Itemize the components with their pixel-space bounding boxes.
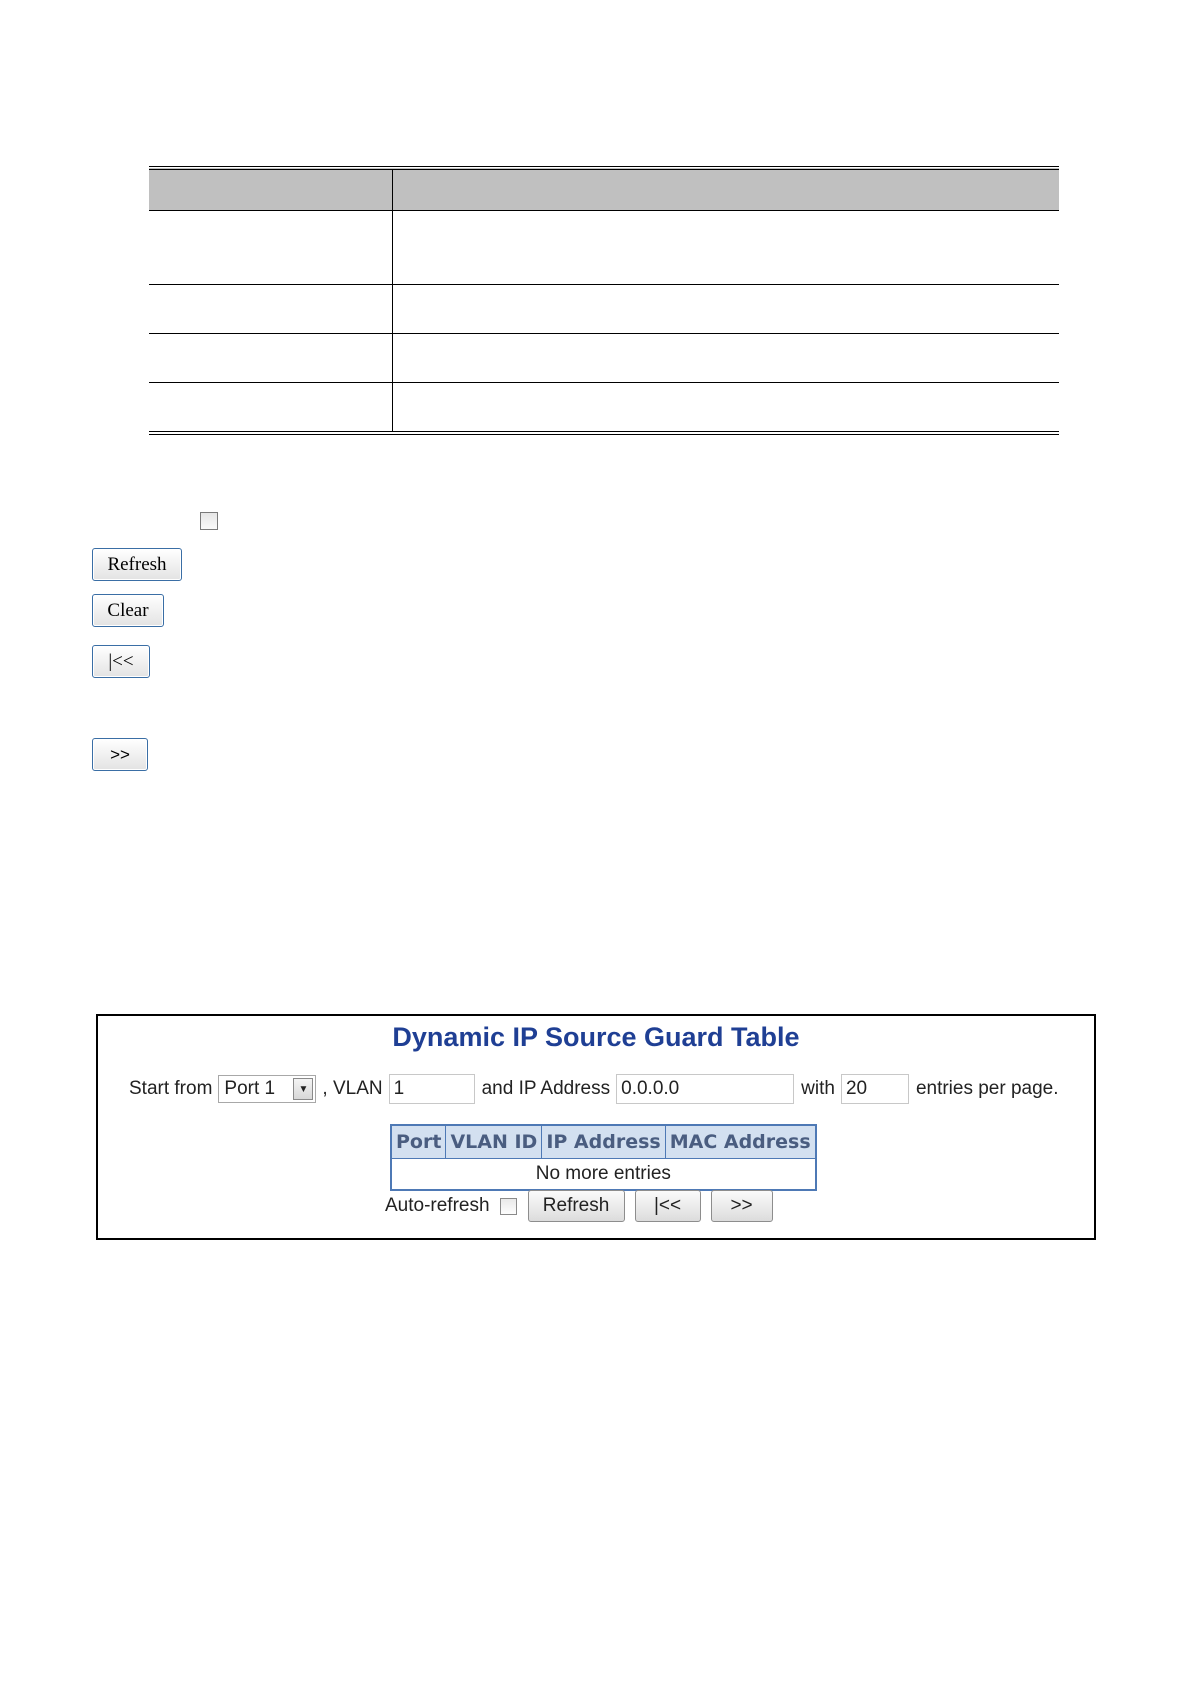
start-from-label: Start from [129, 1078, 213, 1099]
description-table-header [149, 168, 1059, 211]
port-select-value: Port 1 [224, 1078, 276, 1099]
doc-next-page-button[interactable]: >> [92, 738, 148, 771]
entries-per-page-input[interactable]: 20 [841, 1074, 909, 1104]
binding-table [390, 1124, 817, 1191]
column-vlan-id: VLAN ID [446, 1125, 542, 1159]
table-row [391, 1159, 816, 1191]
table-controls [385, 1190, 783, 1222]
column-ip-address: IP Address [542, 1125, 665, 1159]
column-mac-address: MAC Address [665, 1125, 815, 1159]
refresh-button[interactable]: Refresh [528, 1190, 625, 1222]
ip-address-input[interactable]: 0.0.0.0 [616, 1074, 794, 1104]
vlan-label: , VLAN [322, 1078, 383, 1099]
with-label: with [801, 1078, 835, 1099]
dynamic-ip-source-guard-panel [96, 1014, 1096, 1240]
auto-refresh-checkbox[interactable] [500, 1198, 517, 1215]
panel-title: Dynamic IP Source Guard Table [392, 1022, 800, 1052]
doc-first-page-button[interactable]: |<< [92, 645, 150, 678]
chevron-down-icon[interactable]: ▼ [293, 1078, 313, 1100]
description-table-row [149, 285, 1059, 334]
vlan-input[interactable]: 1 [389, 1074, 475, 1104]
ip-address-label: and IP Address [481, 1078, 611, 1099]
filter-row [129, 1074, 1065, 1104]
doc-refresh-button[interactable]: Refresh [92, 548, 182, 581]
binding-table-header [391, 1125, 816, 1159]
empty-message: No more entries [535, 1163, 671, 1184]
column-port: Port [391, 1125, 446, 1159]
description-table-row [149, 383, 1059, 434]
doc-clear-button[interactable]: Clear [92, 594, 164, 627]
first-page-button[interactable]: |<< [635, 1190, 701, 1222]
auto-refresh-label: Auto-refresh [385, 1195, 490, 1216]
description-table-row [149, 334, 1059, 383]
next-page-button[interactable]: >> [711, 1190, 773, 1222]
entries-per-page-label: entries per page. [915, 1078, 1059, 1099]
description-table-row [149, 211, 1059, 285]
auto-refresh-checkbox-icon[interactable] [200, 512, 218, 530]
description-table [149, 166, 1059, 435]
port-select[interactable] [218, 1075, 316, 1103]
